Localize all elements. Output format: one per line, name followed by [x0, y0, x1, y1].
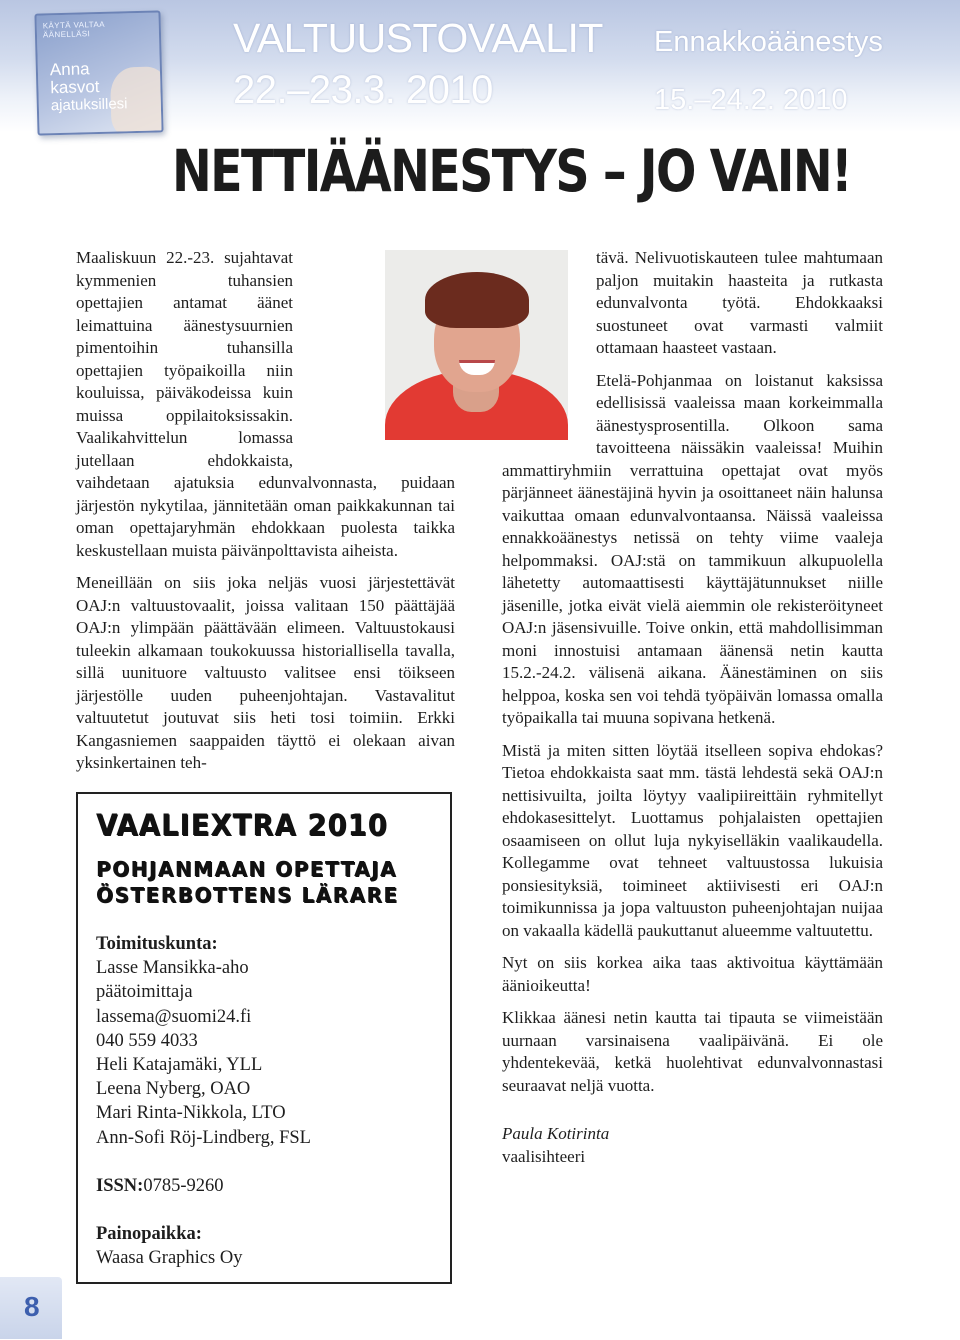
- advance-voting-date: 15.–24.2. 2010: [654, 84, 848, 116]
- infobox-title: VAALIEXTRA 2010: [96, 808, 388, 842]
- publication-info-box: [76, 792, 452, 1284]
- issn-line: [96, 1174, 432, 1198]
- election-date: 22.–23.3. 2010: [233, 68, 493, 112]
- article-paragraph: Etelä-Pohjanmaa on loistanut kaksissa edellisissä vaaleissa maan korkeimmalla äänestysprosentilla. Olkoon sama tavoitteena näissäkin vaaleissa! Muihin ammattiryhmiin verrattuina opettajat ovat myös pärjänneet äänestäjinä hyvin ja osoittaneet näin halunsa vaikuttaa omaan edunvalvontaansa. Näissä vaaleissa ennakkoäänestys netissä on tehty viime vaaleja helpommaksi. OAJ:stä on tammikuun alkupuolella lähetetty automaattisesti käyttäjätunnukset niille jäsenille, jotka eivät vielä aiemmin ole rekisteröityneet OAJ:n jäsensivuille. Toive onkin, että mahdollisimman moni innostuisi antamaan äänensä netin kautta 15.2.-24.2. välisenä aikana. Äänestäminen on siis helppoa, koska sen voi tehdä työpäivän lomassa omalla työpaikalla tai muuna sopivana hetkenä.: [502, 370, 883, 727]
- page-headline: NETTIÄÄNESTYS – JO VAIN!: [172, 137, 852, 205]
- editorial-board-line: Heli Katajamäki, YLL: [96, 1055, 263, 1076]
- banner-line: kasvot: [50, 76, 100, 98]
- article-paragraph: Mistä ja miten sitten löytää itselleen sopiva ehdokas? Tietoa ehdokkaista saat mm. tästä lehdestä sekä OAJ:n nettisivuilta, joilta löytyy vaalipiireittäin ryhmitellyt ehdokasesittelyt. Luottamus pohjalaisten opettajien osaamiseen on ollut luja nykyiselläkin vaalikaudella. Kollegamme ovat tehneet valtuustossa lukuisia ponsiesityksiä, toimineet aktiivisesti eri OAJ:n toimikunnissa ja jopa valtuuston puheenjohtajan nuijaa on vakaalla kädellä paukuttanut alueemme valtuutettu.: [502, 740, 883, 940]
- election-title: VALTUUSTOVAALIT: [233, 15, 603, 61]
- banner-line: Anna: [49, 59, 90, 80]
- article-paragraph: Maaliskuun 22.-23. sujahtavat kymmenien tuhansien opettajien antamat äänet leimattuina äänestysuurnien pimentoihin tuhansilla opettajien työpaikoilla niin kouluissa, päiväkodeissa kuin muissa oppilaitoksissakin. Vaalikahvittelun lomassa jutellaan ehdokkaista, vaihdetaan ajatuksia edunvalvonnasta, puidaan järjestön nykytilaa, jännitetään oman paikkakunnan tai oman opettajaryhmän ehdokkaan puolesta taikka keskustellaan muista päivänpolttavista aiheista.: [76, 248, 455, 560]
- signature-block: [502, 1123, 883, 1168]
- editorial-board-line: Mari Rinta-Nikkola, LTO: [96, 1103, 286, 1124]
- advance-voting-title: Ennakkoäänestys: [654, 26, 883, 58]
- article-right-column: [502, 247, 883, 1168]
- infobox-subtitle-1: POHJANMAAN OPETTAJA: [96, 857, 398, 881]
- print-value: Waasa Graphics Oy: [96, 1248, 243, 1269]
- signature-name: Paula Kotirinta: [502, 1124, 610, 1143]
- issn-label: ISSN:: [96, 1175, 144, 1196]
- article-paragraph: Nyt on siis korkea aika taas aktivoitua käyttämään äänioikeutta!: [502, 953, 883, 995]
- editorial-board-line: 040 559 4033: [96, 1030, 198, 1051]
- page-number-tab: [0, 1277, 62, 1339]
- photo-wrap-space: [502, 247, 590, 451]
- article-paragraph: tävä. Nelivuotiskauteen tulee mahtumaan paljon muitakin haasteita ja rutkasta edunvalvonta työtä. Ehdokkaaksi suostuneet ovat varmasti valmiit ottamaan haasteet vastaan.: [596, 248, 883, 357]
- article-paragraph: Meneillään on siis joka neljäs vuosi järjestettävät OAJ:n valtuustovaalit, joissa valitaan 150 päättäjää OAJ:n ylimpään päättävään elimeen. Valtuustokausi tuleekin alkamaan toukokuussa historiallisella tavalla, sillä uunituore valtuusto valitsee ensi töikseen järjestölle uuden puheenjohtajan. Vastavalitut valtuutetut joutuvat siis heti tosi toimiin. Erkki Kangasniemen saappaiden täyttö ei olekaan aivan yksinkertainen teh-: [76, 573, 455, 772]
- issn-value: 0785-9260: [143, 1175, 224, 1196]
- election-title-block: [233, 16, 603, 112]
- editorial-board-line: Lasse Mansikka-aho: [96, 958, 249, 979]
- signature-role: vaalisihteeri: [502, 1146, 586, 1166]
- editorial-board-line: päätoimittaja: [96, 982, 193, 1003]
- photo-wrap-space: [299, 247, 455, 451]
- article-paragraph: Klikkaa äänesi netin kautta tai tipauta se viimeistään uurnaan varsinaisena vaalipäivänä. Ei ole yhdentekevää, ketkä huolehtivat edunvalvonnastasi seuraavat neljä vuotta.: [502, 1008, 883, 1095]
- banner-top-text: KÄYTÄ VALTAA ÄÄNELLÄSI: [42, 19, 105, 40]
- editorial-board-heading: Toimituskunta:: [96, 934, 218, 954]
- banner-line: ajatuksillesi: [50, 95, 128, 115]
- page-number: 8: [24, 1291, 40, 1322]
- advance-voting-block: [654, 26, 883, 116]
- editorial-board-line: Leena Nyberg, OAO: [96, 1079, 251, 1100]
- editorial-board-line: Ann-Sofi Röj-Lindberg, FSL: [96, 1127, 311, 1148]
- editorial-board-line: lassema@suomi24.fi: [96, 1006, 252, 1027]
- campaign-banner-image: [34, 10, 163, 135]
- infobox-subtitle-2: ÖSTERBOTTENS LÄRARE: [96, 883, 399, 907]
- article-left-column: [76, 247, 455, 785]
- print-heading: Painopaikka:: [96, 1224, 202, 1245]
